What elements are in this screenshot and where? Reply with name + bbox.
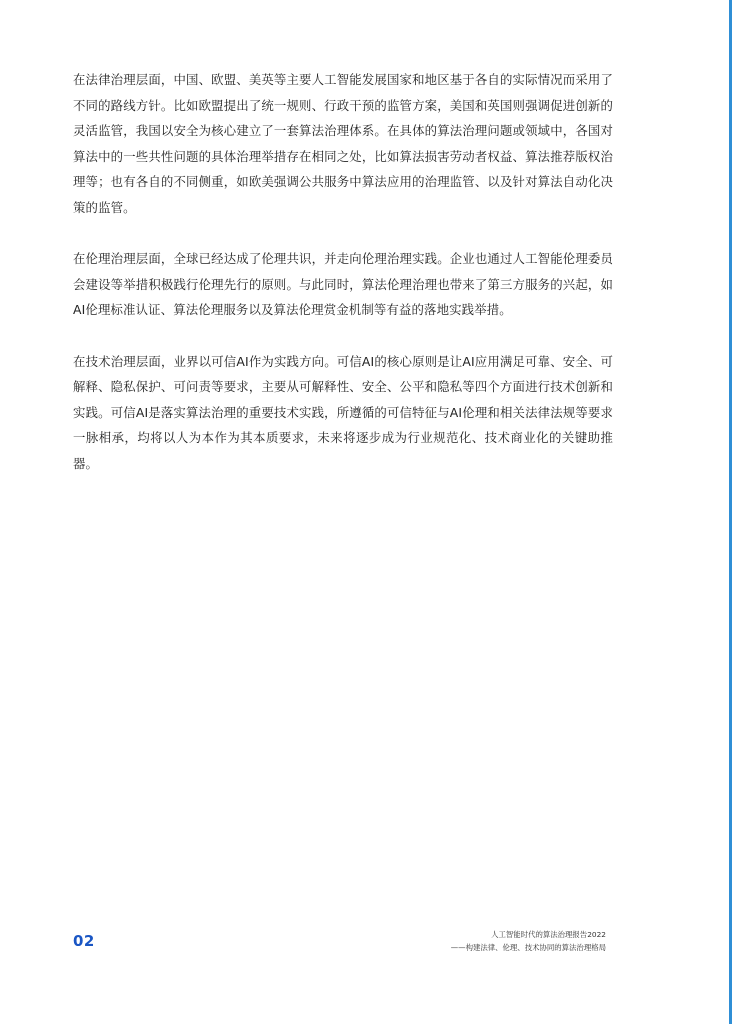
paragraph-legal-governance: 在法律治理层面，中国、欧盟、美英等主要人工智能发展国家和地区基于各自的实际情况而采用了不同的路线方针。比如欧盟提出了统一规则、行政干预的监管方案，美国和英国则强调促进创新的灵活监管，我国以安全为核心建立了一套算法治理体系。在具体的算法治理问题或领域中，各国对算法中的一些共性问题的具体治理举措存在相同之处，比如算法损害劳动者权益、算法推荐版权治理等；也有各自的不同侧重，如欧美强调公共服务中算法应用的治理监管、以及针对算法自动化决策的监管。 — [73, 72, 613, 215]
page-number: 02 — [73, 932, 95, 950]
paragraph-technical-governance: 在技术治理层面，业界以可信AI作为实践方向。可信AI的核心原则是让AI应用满足可靠、安全、可解释、隐私保护、可问责等要求，主要从可解释性、安全、公平和隐私等四个方面进行技术创新和实践。可信AI是落实算法治理的重要技术实践，所遵循的可信特征与AI伦理和相关法律法规等要求一脉相承，均将以人为本作为其本质要求，未来将逐步成为行业规范化、技术商业化的关键助推器。 — [73, 353, 613, 471]
running-footer — [451, 928, 606, 954]
paragraph-ethics-governance: 在伦理治理层面，全球已经达成了伦理共识，并走向伦理治理实践。企业也通过人工智能伦理委员会建设等举措积极践行伦理先行的原则。与此同时，算法伦理治理也带来了第三方服务的兴起，如AI伦理标准认证、算法伦理服务以及算法伦理赏金机制等有益的落地实践举措。 — [73, 251, 613, 317]
body-text — [73, 67, 613, 502]
report-title: 人工智能时代的算法治理报告2022 — [491, 930, 606, 939]
report-subtitle: ——构建法律、伦理、技术协同的算法治理格局 — [450, 943, 606, 952]
